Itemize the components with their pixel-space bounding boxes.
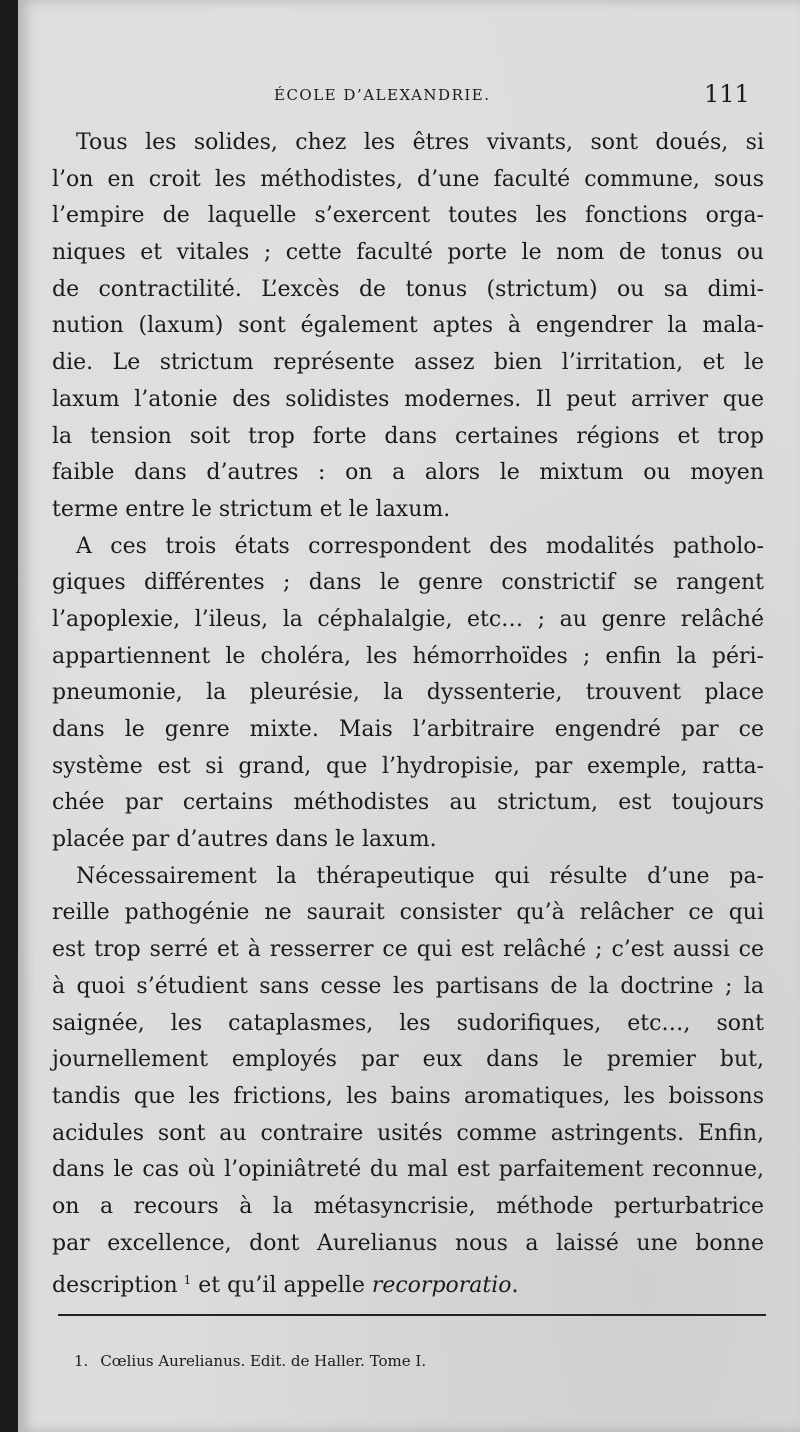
book-page [18,0,800,1432]
text-line: Nécessairement la thérapeutique qui résulte d’une pa- [76,863,764,889]
text-line: A ces trois états correspondent des modalités patholo- [76,533,764,559]
text-line: saignée, les cataplasmes, les sudorifiques, etc…, sont [52,1010,764,1036]
text-line-final [52,1262,764,1299]
text-line: à quoi s’étudient sans cesse les partisans de la doctrine ; la [52,973,764,999]
running-head: ÉCOLE D’ALEXANDRIE. [274,86,491,104]
text-line: journellement employés par eux dans le premier but, [52,1047,764,1073]
italic-term: recorporatio [371,1273,512,1299]
text-line: reille pathogénie ne saurait consister qu’à relâcher ce qui [52,900,764,926]
text-line: nution (laxum) sont également aptes à engendrer la mala- [52,313,764,339]
text-line: terme entre le strictum et le laxum. [52,496,451,522]
text-line: tandis que les frictions, les bains aromatiques, les boissons [52,1083,764,1109]
footnote-reference[interactable]: 1 [183,1273,192,1288]
footnote [74,1352,426,1370]
text-line: placée par d’autres dans le laxum. [52,827,437,853]
text-line: est trop serré et à resserrer ce qui est relâché ; c’est aussi ce [52,937,764,963]
text-line: l’apoplexie, l’ileus, la céphalalgie, etc… ; au genre relâché [52,606,764,632]
body-text [52,125,764,1299]
text-fragment: et qu’il appelle [191,1273,372,1299]
text-line: acidules sont au contraire usités comme astringents. Enfin, [52,1120,764,1146]
text-line: die. Le strictum représente assez bien l’irritation, et le [52,350,764,376]
text-fragment: description [52,1273,178,1299]
text-line: on a recours à la métasyncrisie, méthode perturbatrice [52,1193,764,1219]
footnote-text: Cœlius Aurelianus. Edit. de Haller. Tome I. [100,1352,427,1370]
footnote-divider [58,1314,766,1316]
text-line: dans le genre mixte. Mais l’arbitraire engendré par ce [52,717,764,742]
text-line: la tension soit trop forte dans certaines régions et trop [52,423,764,449]
text-line: de contractilité. L’excès de tonus (strictum) ou sa dimi- [52,276,764,302]
page-header [18,80,800,116]
text-line: appartiennent le choléra, les hémorrhoïdes ; enfin la péri- [52,643,764,669]
text-line: giques différentes ; dans le genre constrictif se rangent [52,570,764,596]
footnote-number: 1. [74,1352,89,1370]
page-number: 111 [704,80,750,108]
text-fragment: . [511,1273,519,1299]
text-line: système est si grand, que l’hydropisie, par exemple, ratta- [52,753,764,779]
text-line: faible dans d’autres : on a alors le mixtum ou moyen [52,460,764,486]
text-line: niques et vitales ; cette faculté porte le nom de tonus ou [52,240,764,266]
text-line: par excellence, dont Aurelianus nous a laissé une bonne [52,1230,764,1256]
text-line: dans le cas où l’opiniâtreté du mal est parfaitement reconnue, [52,1157,764,1183]
text-line: Tous les solides, chez les êtres vivants, sont doués, si [76,130,764,155]
text-line: laxum l’atonie des solidistes modernes. Il peut arriver que [52,386,764,412]
text-line: l’on en croit les méthodistes, d’une faculté commune, sous [52,166,764,192]
text-line: chée par certains méthodistes au strictum, est toujours [52,790,764,816]
text-line: l’empire de laquelle s’exercent toutes les fonctions orga- [52,203,764,229]
text-line: pneumonie, la pleurésie, la dyssenterie, trouvent place [52,680,764,706]
